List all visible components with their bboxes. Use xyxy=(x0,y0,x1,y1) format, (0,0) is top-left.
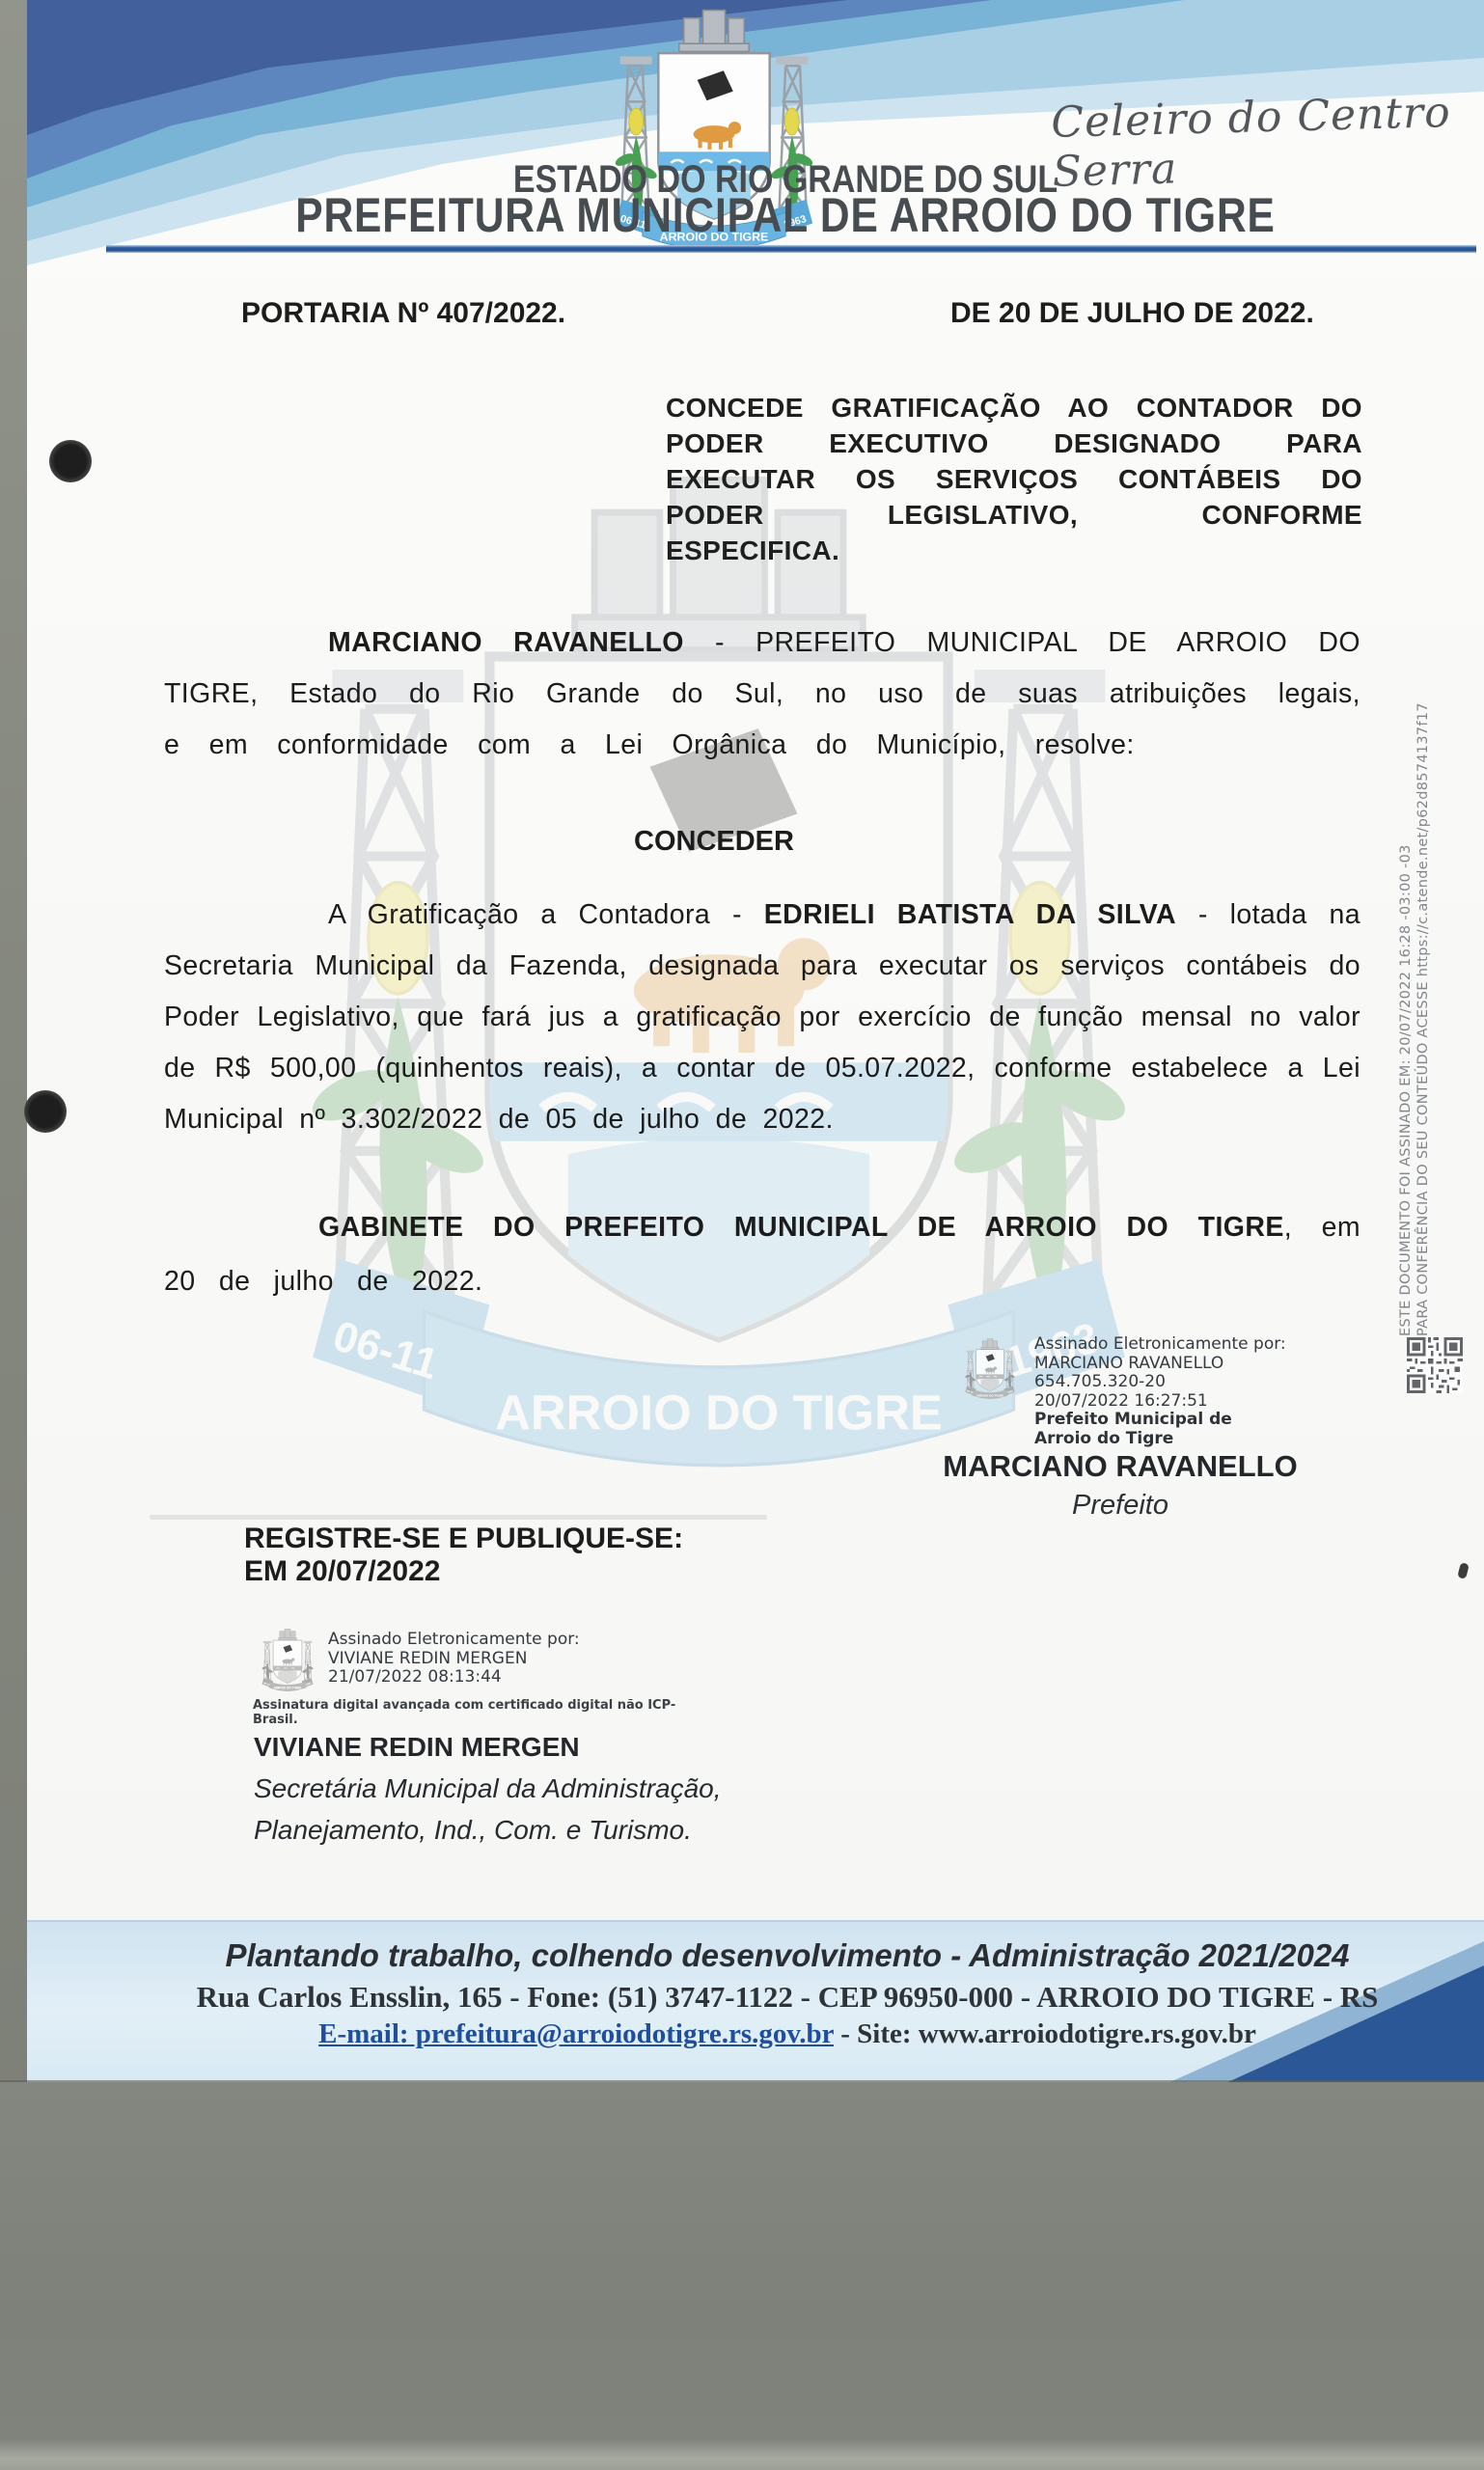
secretary-stamp-datetime: 21/07/2022 08:13:44 xyxy=(328,1667,502,1687)
secretary-role-line1: Secretária Municipal da Administração, xyxy=(254,1773,722,1803)
margin-url-line: PARA CONFERÊNCIA DO SEU CONTEÚDO ACESSE https://c.atende.net/p62d8574137f17 xyxy=(1415,702,1431,1336)
mayor-signature-block xyxy=(932,1449,1308,1522)
mayor-name-inline: MARCIANO RAVANELLO xyxy=(328,627,684,658)
register-publish-block xyxy=(244,1523,683,1588)
margin-verification-text xyxy=(1397,615,1432,1336)
margin-signed-line: ESTE DOCUMENTO FOI ASSINADO EM: 20/07/2022 16:28 -03:00 -03 xyxy=(1398,844,1414,1336)
footer-address: Rua Carlos Ensslin, 165 - Fone: (51) 3747-1122 - CEP 96950-000 - ARROIO DO TIGRE - RS xyxy=(196,1980,1379,2014)
footer-slogan: Plantando trabalho, colhendo desenvolvimento - Administração 2021/2024 xyxy=(225,1937,1350,1973)
secretary-stamp-crest-icon xyxy=(257,1627,318,1696)
secretary-stamp-name: VIVIANE REDIN MERGEN xyxy=(328,1648,528,1668)
closing-rest: , em 20 de julho de 2022. xyxy=(164,1212,1360,1297)
accountant-name-inline: EDRIELI BATISTA DA SILVA xyxy=(763,899,1177,930)
summary-paragraph: CONCEDE GRATIFICAÇÃO AO CONTADOR DO PODER EXECUTIVO DESIGNADO PARA EXECUTAR OS SERVIÇOS CONTÁBEIS DO PODER LEGISLATIVO, CONFORME ESPECIFICA. xyxy=(666,393,1362,565)
secretary-stamp-line1: Assinado Eletronicamente por: xyxy=(328,1630,580,1649)
preamble-text: - PREFEITO MUNICIPAL DE ARROIO DO TIGRE, Estado do Rio Grande do Sul, no uso de suas atribuições legais, e em conformidade com a Lei Orgânica do Município, resolve: xyxy=(164,627,1360,760)
closing-paragraph xyxy=(164,1200,1360,1308)
mayor-printed-name: MARCIANO RAVANELLO xyxy=(943,1449,1298,1483)
portaria-date: DE 20 DE JULHO DE 2022. xyxy=(950,297,1314,329)
mayor-stamp-cpf: 654.705.320-20 xyxy=(1034,1372,1166,1391)
mayor-stamp-line1: Assinado Eletronicamente por: xyxy=(1034,1334,1286,1354)
header-motto-script: Celeiro do Centro Serra xyxy=(1050,88,1452,197)
register-line2: EM 20/07/2022 xyxy=(244,1555,441,1587)
mayor-stamp-role1: Prefeito Municipal de xyxy=(1034,1410,1232,1429)
signature-disclaimer: Assinatura digital avançada com certificado digital não ICP-Brasil. xyxy=(253,1698,676,1727)
mayor-stamp-crest-icon xyxy=(960,1337,1020,1403)
mayor-stamp-datetime: 20/07/2022 16:27:51 xyxy=(1034,1390,1208,1411)
footer-site-text: - Site: www.arroiodotigre.rs.gov.br xyxy=(833,2018,1256,2049)
footer-email-link: E-mail: prefeitura@arroiodotigre.rs.gov.br xyxy=(318,2018,834,2049)
grant-paragraph xyxy=(164,890,1360,1145)
portaria-number: PORTARIA Nº 407/2022. xyxy=(241,297,566,329)
mayor-stamp-block xyxy=(1034,1335,1286,1448)
register-line1: REGISTRE-SE E PUBLIQUE-SE: xyxy=(244,1523,684,1554)
footer-band xyxy=(27,1920,1484,2084)
mayor-printed-role: Prefeito xyxy=(1072,1490,1168,1521)
header-municipality-line: PREFEITURA MUNICIPAL DE ARROIO DO TIGRE xyxy=(295,188,1276,242)
header-state-line: ESTADO DO RIO GRANDE DO SUL xyxy=(512,158,1058,201)
footer-contact-line xyxy=(318,2018,1256,2050)
mayor-stamp-name: MARCIANO RAVANELLO xyxy=(1034,1353,1224,1373)
secretary-role-line2: Planejamento, Ind., Com. e Turismo. xyxy=(254,1815,692,1845)
mayor-stamp-role2: Arroio do Tigre xyxy=(1034,1428,1174,1448)
scanner-edge-left xyxy=(0,0,27,2470)
preamble-paragraph xyxy=(164,618,1360,771)
grant-text: - lotada na Secretaria Municipal da Fazenda, designada para executar os serviços contábeis do Poder Legislativo, que fará jus a gratificação por exercício de função mensal no valor de R$ 500,00 (quinhentos reais), a contar de 05.07.2022, conforme estabelece a Lei Municipal nº 3.302/2022 de 05 de julho de 2022. xyxy=(164,899,1360,1135)
scanner-background xyxy=(0,2082,1484,2470)
grant-prefix: A Gratificação a Contadora - xyxy=(328,899,764,930)
qr-code xyxy=(1407,1337,1463,1393)
closing-bold: GABINETE DO PREFEITO MUNICIPAL DE ARROIO DO TIGRE xyxy=(318,1212,1284,1243)
resolution-heading: CONCEDER xyxy=(634,826,794,857)
secretary-stamp-block xyxy=(328,1631,580,1688)
secretary-printed-name: VIVIANE REDIN MERGEN xyxy=(254,1732,580,1762)
